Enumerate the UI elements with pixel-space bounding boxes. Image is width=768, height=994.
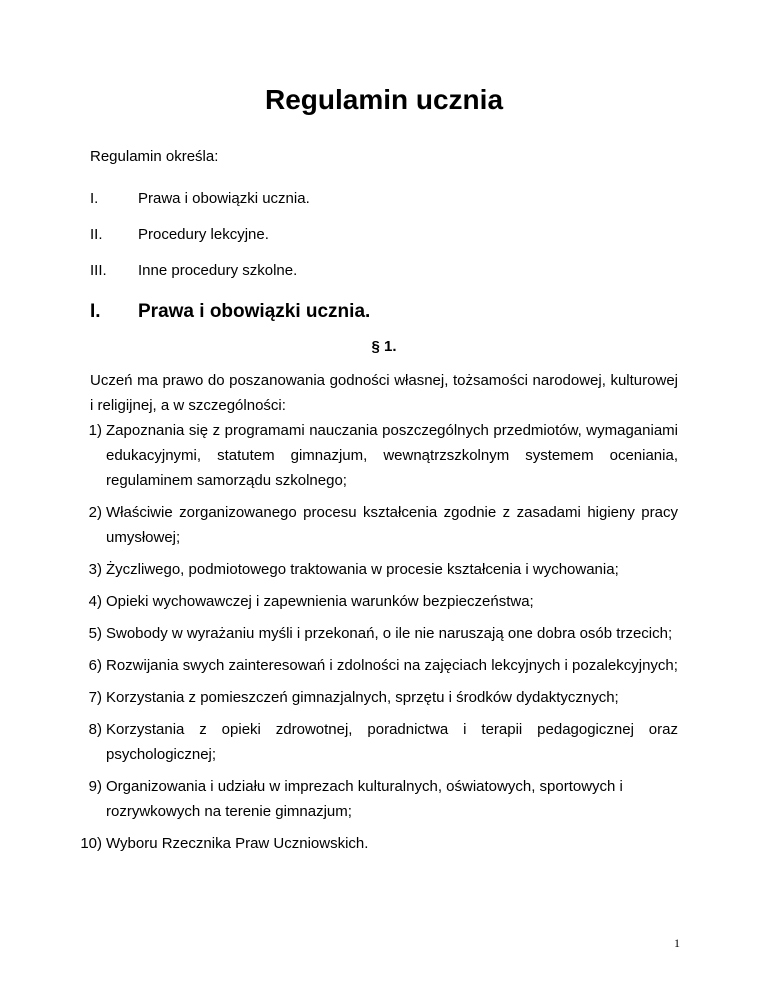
intro-text: Regulamin określa: [90, 148, 219, 165]
list-item-text: Rozwijania swych zainteresowań i zdolności na zajęciach lekcyjnych i pozalekcyjnych; [106, 657, 678, 674]
list-item-number: 6) [88, 657, 102, 674]
list-item-number: 7) [88, 689, 102, 706]
toc-item-number: II. [90, 226, 103, 243]
list-item [70, 621, 678, 646]
section-title: Prawa i obowiązki ucznia. [138, 301, 371, 322]
list-item [70, 831, 678, 856]
list-item-text: Swobody w wyrażaniu myśli i przekonań, o ile nie naruszają one dobra osób trzecich; [106, 625, 673, 642]
lead-paragraph: Uczeń ma prawo do poszanowania godności własnej, tożsamości narodowej, kulturowej i religijnej, a w szczególności: [90, 372, 678, 414]
list-item-number: 9) [88, 778, 102, 795]
list-item-number: 10) [80, 835, 102, 852]
list-item-number: 8) [88, 721, 102, 738]
list-item-text: Właściwie zorganizowanego procesu kształcenia zgodnie z zasadami higieny pracy umysłowej; [106, 504, 678, 546]
toc-item-number: III. [90, 262, 107, 279]
list-item-text: Korzystania z pomieszczeń gimnazjalnych, sprzętu i środków dydaktycznych; [106, 689, 619, 706]
list-item-text: Zapoznania się z programami nauczania poszczególnych przedmiotów, wymaganiami edukacyjnymi, statutem gimnazjum, wewnątrzszkolnym systemem oceniania, regulaminem samorządu szkolnego; [106, 422, 678, 489]
list-item [70, 653, 678, 678]
list-item-text: Wyboru Rzecznika Praw Uczniowskich. [106, 835, 369, 852]
list-item [70, 557, 678, 582]
list-item-number: 5) [88, 625, 102, 642]
list-item-number: 3) [88, 561, 102, 578]
list-item [70, 774, 678, 824]
document-title: Regulamin ucznia [264, 84, 504, 115]
list-item [70, 685, 678, 710]
page-number: 1 [674, 936, 680, 950]
list-item-text: Organizowania i udziału w imprezach kulturalnych, oświatowych, sportowych i rozrywkowych na terenie gimnazjum; [106, 778, 623, 820]
list-item [70, 500, 678, 550]
list-item-number: 1) [88, 422, 102, 439]
list-item-text: Korzystania z opieki zdrowotnej, poradnictwa i terapii pedagogicznej oraz psychologicznej; [106, 721, 678, 763]
list-item [70, 589, 678, 614]
list-item [70, 717, 678, 767]
list-item [70, 418, 678, 493]
toc-item-text: Inne procedury szkolne. [138, 262, 298, 279]
list-item-number: 4) [88, 593, 102, 610]
list-item-text: Życzliwego, podmiotowego traktowania w procesie kształcenia i wychowania; [106, 561, 619, 578]
toc-item-text: Procedury lekcyjne. [138, 226, 269, 243]
section-number: I. [90, 301, 101, 322]
list-item-text: Opieki wychowawczej i zapewnienia warunków bezpieczeństwa; [106, 593, 534, 610]
toc-item-text: Prawa i obowiązki ucznia. [138, 190, 310, 207]
toc-item-number: I. [90, 190, 99, 207]
rights-list [70, 418, 678, 863]
list-item-number: 2) [88, 504, 102, 521]
paragraph-mark: § 1. [371, 338, 397, 355]
